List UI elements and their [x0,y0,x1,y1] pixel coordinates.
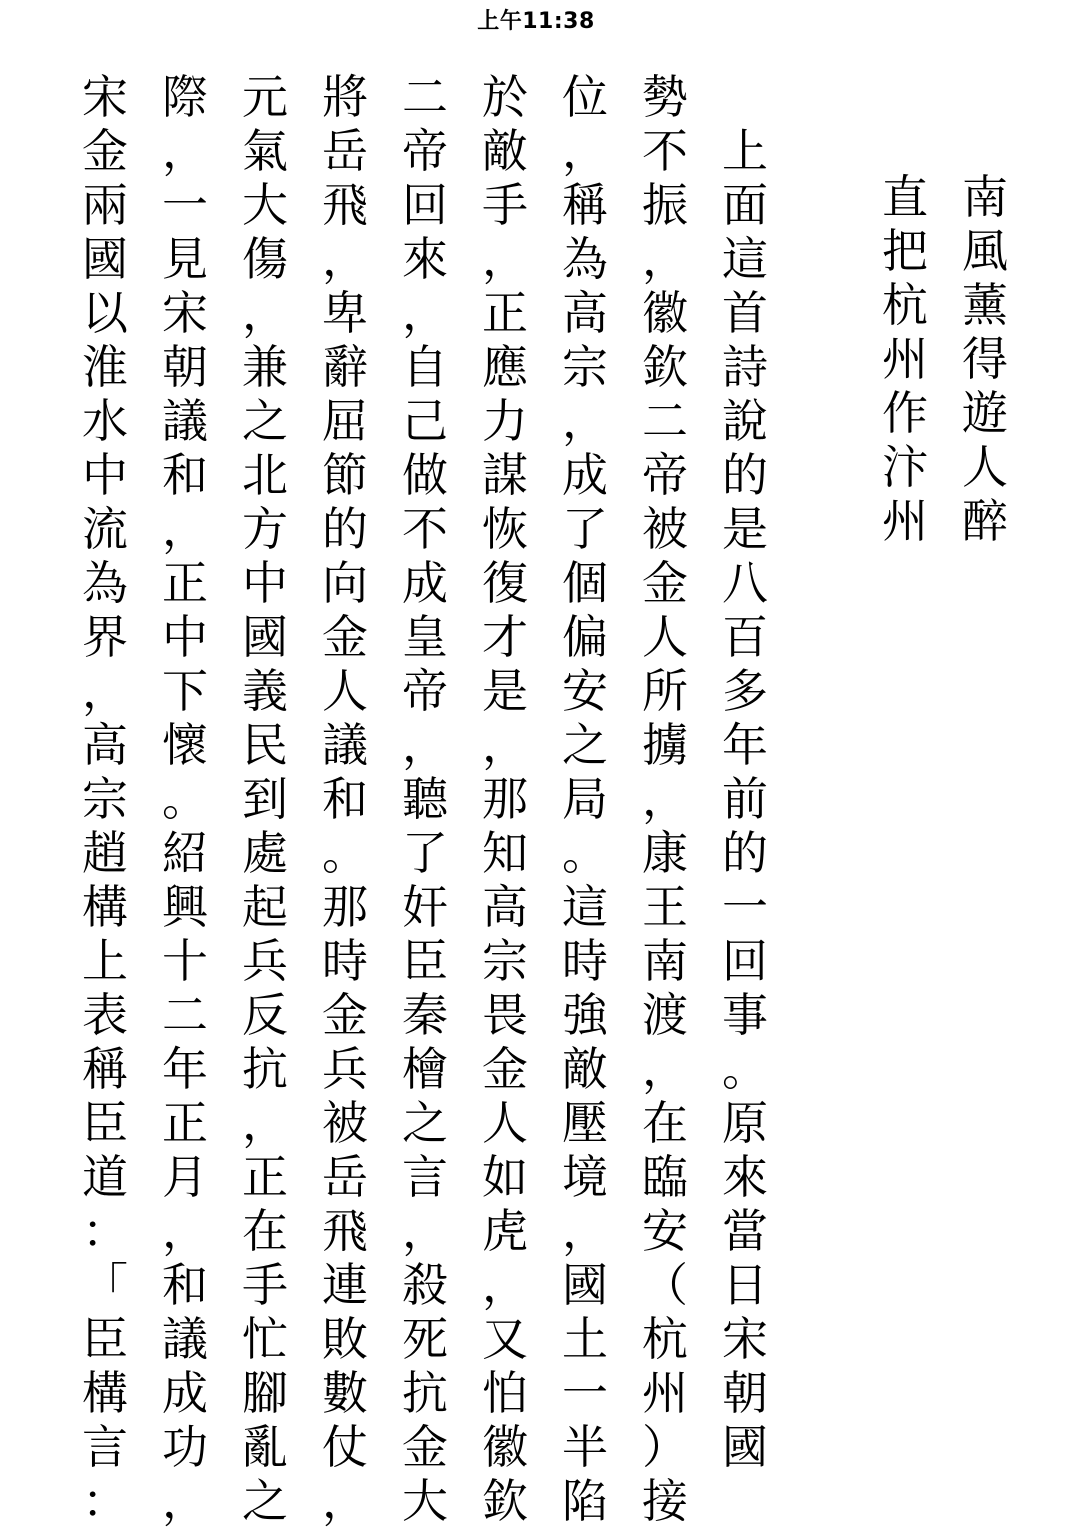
glyph: 稱 [82,1042,128,1096]
glyph: 奸 [402,880,448,934]
glyph: ， [482,1258,528,1312]
glyph: 。 [322,826,368,880]
glyph: 議 [162,1312,208,1366]
prose-column [395,70,455,1528]
glyph: 兩 [82,178,128,232]
glyph: 傷 [242,232,288,286]
glyph: 手 [242,1258,288,1312]
glyph: 帝 [642,448,688,502]
glyph: 處 [242,826,288,880]
glyph: ， [162,502,208,556]
glyph [715,70,775,124]
glyph: 上 [722,124,768,178]
glyph: 國 [722,1420,768,1474]
glyph: 屈 [322,394,368,448]
glyph: 北 [242,448,288,502]
glyph: 皇 [402,610,448,664]
glyph: 畏 [482,988,528,1042]
glyph: 水 [82,394,128,448]
glyph: 又 [482,1312,528,1366]
glyph: 康 [642,826,688,880]
glyph: 事 [722,988,768,1042]
glyph: 首 [722,286,768,340]
glyph: 如 [482,1150,528,1204]
glyph: 了 [402,826,448,880]
glyph: 二 [162,988,208,1042]
glyph: ， [642,772,688,826]
glyph: 位 [562,70,608,124]
glyph: 上 [82,934,128,988]
glyph: 人 [322,664,368,718]
glyph: 宋 [162,286,208,340]
glyph: 金 [402,1420,448,1474]
glyph: 把 [882,224,928,278]
glyph: 兵 [322,1042,368,1096]
glyph: 國 [562,1258,608,1312]
glyph: 杭 [882,278,928,332]
glyph: 成 [402,556,448,610]
glyph: 是 [482,664,528,718]
glyph: 徽 [642,286,688,340]
glyph: 殺 [402,1258,448,1312]
glyph: 構 [82,1366,128,1420]
glyph: 向 [322,556,368,610]
glyph: 得 [962,332,1008,386]
glyph: 的 [322,502,368,556]
glyph: 安 [562,664,608,718]
glyph: 朝 [722,1366,768,1420]
glyph: 說 [722,394,768,448]
glyph: 州 [882,494,928,548]
glyph: 流 [82,502,128,556]
glyph: 了 [562,502,608,556]
glyph: 所 [642,664,688,718]
glyph: 國 [242,610,288,664]
glyph: ， [242,286,288,340]
glyph: 帝 [402,664,448,718]
glyph: 原 [722,1096,768,1150]
glyph: 之 [242,1474,288,1528]
glyph: 秦 [402,988,448,1042]
glyph: 岳 [322,124,368,178]
glyph: 宋 [82,70,128,124]
glyph: 醉 [962,494,1008,548]
glyph: 和 [322,772,368,826]
prose-column [75,70,135,1528]
glyph: 起 [242,880,288,934]
glyph: 日 [722,1258,768,1312]
glyph: 知 [482,826,528,880]
glyph: 力 [482,394,528,448]
glyph: 人 [482,1096,528,1150]
prose-column [635,70,695,1528]
glyph: ， [402,286,448,340]
glyph: 。 [722,1042,768,1096]
glyph: 謀 [482,448,528,502]
prose-column [235,70,295,1528]
glyph: 宗 [82,772,128,826]
glyph: 不 [642,124,688,178]
glyph: 偏 [562,610,608,664]
glyph: 局 [562,772,608,826]
glyph: 見 [162,232,208,286]
poem-line [955,170,1015,1500]
glyph: 敗 [322,1312,368,1366]
glyph: 那 [322,880,368,934]
glyph: 抗 [242,1042,288,1096]
glyph: 在 [642,1096,688,1150]
glyph: 檜 [402,1042,448,1096]
glyph: 淮 [82,340,128,394]
glyph: ， [562,1204,608,1258]
glyph: 月 [162,1150,208,1204]
glyph: 渡 [642,988,688,1042]
glyph: 一 [162,178,208,232]
glyph: 應 [482,340,528,394]
glyph: 杭 [642,1312,688,1366]
glyph: 時 [322,934,368,988]
glyph: 際 [162,70,208,124]
glyph: 忙 [242,1312,288,1366]
glyph: 州 [642,1366,688,1420]
glyph: ， [242,1096,288,1150]
glyph: 到 [242,772,288,826]
glyph: 數 [322,1366,368,1420]
glyph: 連 [322,1258,368,1312]
glyph: 面 [722,178,768,232]
glyph: ， [162,1474,208,1528]
glyph: 詩 [722,340,768,394]
prose-column [315,70,375,1528]
glyph: 成 [562,448,608,502]
glyph: 高 [82,718,128,772]
glyph: 振 [642,178,688,232]
glyph: 年 [162,1042,208,1096]
glyph: 南 [962,170,1008,224]
glyph: 正 [162,1096,208,1150]
glyph: 來 [402,232,448,286]
glyph: 被 [642,502,688,556]
glyph: 自 [402,340,448,394]
glyph: 做 [402,448,448,502]
glyph: 宗 [562,340,608,394]
glyph: 高 [482,880,528,934]
glyph: 人 [962,440,1008,494]
glyph: 仗 [322,1420,368,1474]
glyph: 直 [882,170,928,224]
glyph: 半 [562,1420,608,1474]
glyph: 徽 [482,1420,528,1474]
glyph: 岳 [322,1150,368,1204]
glyph: 稱 [562,178,608,232]
glyph: 興 [162,880,208,934]
glyph: ， [482,718,528,772]
glyph: 接 [642,1474,688,1528]
glyph: 於 [482,70,528,124]
glyph: 辭 [322,340,368,394]
glyph: 。 [162,772,208,826]
glyph: 十 [162,934,208,988]
glyph: 是 [722,502,768,556]
glyph: 。 [562,826,608,880]
glyph: 恢 [482,502,528,556]
glyph: 不 [402,502,448,556]
glyph: 臣 [82,1096,128,1150]
glyph: 在 [242,1204,288,1258]
glyph: 腳 [242,1366,288,1420]
glyph: 欽 [642,340,688,394]
glyph: 飛 [322,1204,368,1258]
prose-column [555,70,615,1528]
glyph: 兵 [242,934,288,988]
glyph: 言 [402,1150,448,1204]
glyph: 土 [562,1312,608,1366]
glyph: ， [162,124,208,178]
glyph: 義 [242,664,288,718]
glyph: 回 [402,178,448,232]
glyph: 元 [242,70,288,124]
glyph: ） [642,1420,688,1474]
glyph: 遊 [962,386,1008,440]
glyph: 和 [162,1258,208,1312]
glyph: 界 [82,610,128,664]
glyph: 作 [882,386,928,440]
glyph: 議 [322,718,368,772]
glyph: 的 [722,448,768,502]
glyph: 臨 [642,1150,688,1204]
glyph: 的 [722,826,768,880]
glyph: 死 [402,1312,448,1366]
glyph: 敵 [562,1042,608,1096]
glyph: 國 [82,232,128,286]
glyph: 薰 [962,278,1008,332]
glyph: 多 [722,664,768,718]
glyph: 一 [562,1366,608,1420]
glyph: 朝 [162,340,208,394]
glyph: 宗 [482,934,528,988]
glyph: 才 [482,610,528,664]
glyph: （ [642,1258,688,1312]
glyph: 來 [722,1150,768,1204]
glyph: 功 [162,1420,208,1474]
glyph: 之 [562,718,608,772]
glyph: 壓 [562,1096,608,1150]
glyph: 大 [242,178,288,232]
glyph: 金 [82,124,128,178]
glyph: 人 [642,610,688,664]
glyph: 百 [722,610,768,664]
glyph: 趙 [82,826,128,880]
glyph: 構 [82,880,128,934]
glyph: ， [82,664,128,718]
glyph: 復 [482,556,528,610]
glyph: 南 [642,934,688,988]
glyph: 這 [562,880,608,934]
prose-column [155,70,215,1528]
glyph: 之 [402,1096,448,1150]
glyph: 亂 [242,1420,288,1474]
glyph: 「 [82,1258,128,1312]
glyph: 言 [82,1420,128,1474]
poem-line [875,170,935,1500]
glyph: 被 [322,1096,368,1150]
glyph: 金 [322,988,368,1042]
glyph: 以 [82,286,128,340]
glyph: 節 [322,448,368,502]
glyph: 下 [162,664,208,718]
glyph: 二 [642,394,688,448]
glyph: ， [322,1474,368,1528]
glyph: 擄 [642,718,688,772]
glyph: 臣 [402,934,448,988]
glyph: ， [482,232,528,286]
glyph: 敵 [482,124,528,178]
glyph: 勢 [642,70,688,124]
glyph: 反 [242,988,288,1042]
glyph: 和 [162,448,208,502]
glyph: 八 [722,556,768,610]
glyph: 高 [562,286,608,340]
glyph: 兼 [242,340,288,394]
glyph: 安 [642,1204,688,1258]
glyph: 金 [322,610,368,664]
glyph: 表 [82,988,128,1042]
glyph: 境 [562,1150,608,1204]
glyph: ， [642,1042,688,1096]
glyph: 帝 [402,124,448,178]
glyph: 聽 [402,772,448,826]
glyph: 懷 [162,718,208,772]
glyph: 宋 [722,1312,768,1366]
glyph: 二 [402,70,448,124]
glyph: 陷 [562,1474,608,1528]
glyph: ， [162,1204,208,1258]
glyph: 之 [242,394,288,448]
glyph: 前 [722,772,768,826]
glyph: 為 [562,232,608,286]
glyph: 時 [562,934,608,988]
glyph: 王 [642,880,688,934]
reading-page [60,70,1040,1528]
glyph: 臣 [82,1312,128,1366]
glyph: 一 [722,880,768,934]
glyph: 飛 [322,178,368,232]
glyph: 道 [82,1150,128,1204]
glyph: 欽 [482,1474,528,1528]
glyph: 紹 [162,826,208,880]
glyph: 民 [242,718,288,772]
glyph: ， [402,1204,448,1258]
glyph: 正 [482,286,528,340]
prose-column [715,70,775,1474]
glyph: ： [82,1474,128,1528]
glyph: 卑 [322,286,368,340]
glyph: 中 [162,610,208,664]
glyph: 汴 [882,440,928,494]
glyph: 正 [162,556,208,610]
glyph: 氣 [242,124,288,178]
glyph: 中 [82,448,128,502]
glyph: 正 [242,1150,288,1204]
glyph: 州 [882,332,928,386]
glyph: 為 [82,556,128,610]
glyph: ， [402,718,448,772]
glyph: 虎 [482,1204,528,1258]
glyph: 這 [722,232,768,286]
glyph: 金 [482,1042,528,1096]
glyph: 強 [562,988,608,1042]
glyph: 將 [322,70,368,124]
glyph: 怕 [482,1366,528,1420]
glyph: 風 [962,224,1008,278]
glyph: 抗 [402,1366,448,1420]
glyph: ， [562,394,608,448]
glyph: 議 [162,394,208,448]
glyph: 當 [722,1204,768,1258]
prose-column [475,70,535,1528]
glyph: 手 [482,178,528,232]
glyph: ， [642,232,688,286]
glyph: ， [322,232,368,286]
glyph: ， [562,124,608,178]
glyph: 個 [562,556,608,610]
glyph: 那 [482,772,528,826]
glyph: 回 [722,934,768,988]
glyph: 成 [162,1366,208,1420]
glyph: 己 [402,394,448,448]
glyph: 大 [402,1474,448,1528]
glyph: 方 [242,502,288,556]
glyph: 中 [242,556,288,610]
status-time: 上午11:38 [477,9,595,34]
glyph: 金 [642,556,688,610]
glyph: ： [82,1204,128,1258]
glyph: 年 [722,718,768,772]
status-bar [0,6,1072,38]
